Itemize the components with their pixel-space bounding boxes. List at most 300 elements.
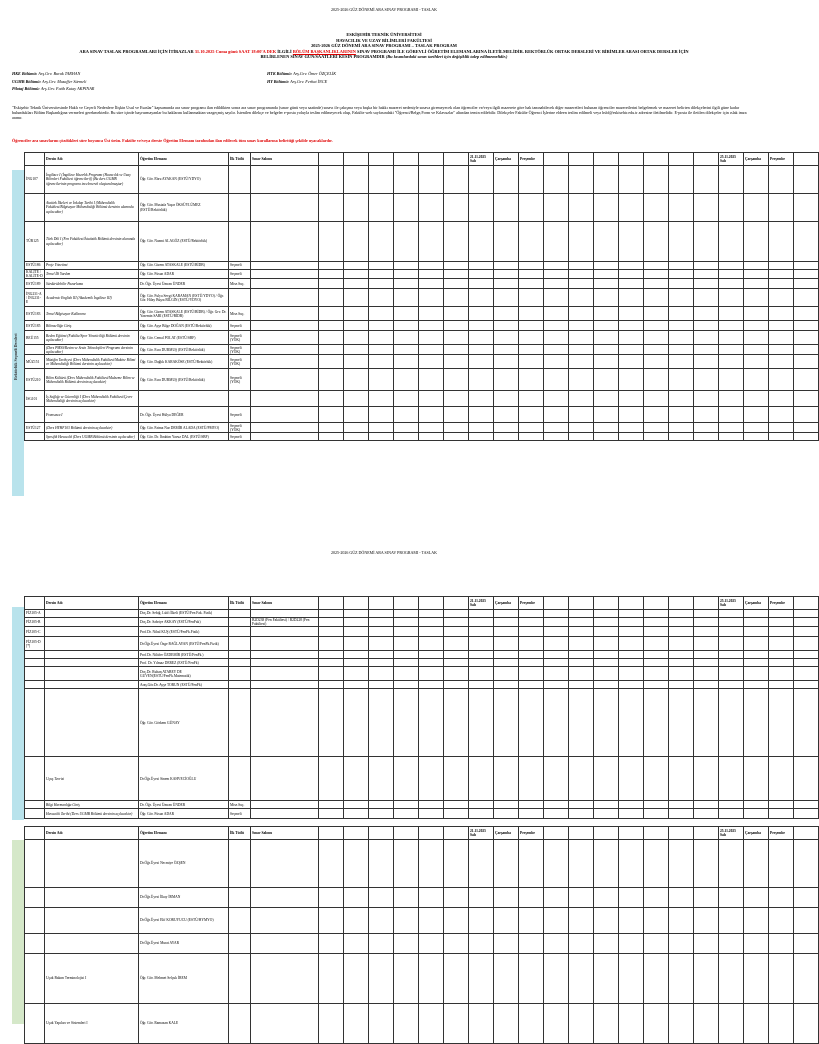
table-cell: [544, 1004, 569, 1044]
table-row: [25, 840, 819, 888]
table-cell: [719, 840, 744, 888]
table-cell: [644, 840, 669, 888]
table-cell: [644, 423, 669, 433]
table-cell: [369, 166, 394, 194]
table-cell: [419, 801, 444, 809]
table-cell: [794, 610, 819, 618]
table-cell: [469, 345, 494, 355]
table-row: [25, 651, 819, 659]
table-cell: [419, 667, 444, 681]
table-cell: [544, 801, 569, 809]
table-cell: Mise.Suç.: [229, 279, 251, 289]
table-cell: Beden Eğitimi (Fakülte/Spor Yöneticiliği Bölümü dersinin açılacaktır): [45, 331, 139, 345]
table-cell: [594, 801, 619, 809]
table-cell: [794, 637, 819, 651]
table-cell: [344, 681, 369, 689]
table-cell: [229, 627, 251, 637]
table-cell: [319, 166, 344, 194]
table-cell: [794, 222, 819, 262]
table-cell: [719, 681, 744, 689]
table-cell: [519, 321, 544, 331]
table-cell: [569, 934, 594, 954]
table-cell: [619, 369, 644, 391]
table-cell: [769, 908, 794, 934]
table-cell: [469, 423, 494, 433]
table-cell: [344, 391, 369, 407]
table-cell: TÜR125: [25, 222, 45, 262]
table-cell: [644, 908, 669, 934]
table-cell: [794, 345, 819, 355]
table-cell: Seçmeli (YÖK): [229, 355, 251, 369]
table-cell: [394, 321, 419, 331]
table-cell: [644, 667, 669, 681]
table-cell: [644, 355, 669, 369]
table-cell: [694, 289, 719, 307]
table-cell: [619, 637, 644, 651]
table-cell: [344, 369, 369, 391]
table-cell: [769, 681, 794, 689]
table-cell: [669, 194, 694, 222]
table-cell: [544, 345, 569, 355]
notice-line: ARA SINAV TASLAK PROGRAMLARI İÇİN İTİRAZLAR 31.10.2025 Cuma günü SAAT 18:00'A DEK İLGİLİ BÖLÜM BAŞKANLIKLARININ SINAV PROGRAMI İLE GÖREVLİ ÖĞRETİM ELEMANLARINA İLETİLMELİDİR. REKTÖRLÜK ORTAK DERSLERİ VE BİRİMLER ARASI ORTAK DERSLER İÇİN: [79, 48, 689, 54]
table-cell: [594, 757, 619, 801]
table-row: [25, 801, 819, 809]
table-cell: [744, 888, 769, 908]
table-cell: [25, 1004, 45, 1044]
table-cell: ESTÜ210: [25, 369, 45, 391]
table-cell: [719, 355, 744, 369]
table-cell: [569, 307, 594, 321]
table-cell: [469, 355, 494, 369]
table-cell: [444, 934, 469, 954]
table-cell: [494, 345, 519, 355]
table-cell: [394, 289, 419, 307]
table-cell: [694, 391, 719, 407]
table-cell: [769, 270, 794, 279]
table-cell: [519, 659, 544, 667]
table-cell: [744, 433, 769, 441]
table-cell: [394, 908, 419, 934]
table-cell: [394, 262, 419, 270]
table-cell: [669, 433, 694, 441]
table-cell: [344, 618, 369, 627]
table-cell: [544, 369, 569, 391]
table-cell: [469, 433, 494, 441]
table-cell: 21.11.2025 Salı: [469, 153, 494, 166]
table-cell: Dr. Öğr. Üyesi Ümran ÜNDER: [139, 279, 229, 289]
table-cell: [251, 262, 319, 270]
table-cell: Uçak Bakım Terminolojisi I: [45, 954, 139, 1004]
table-row: [25, 222, 819, 262]
table-cell: [469, 194, 494, 222]
table-cell: [669, 659, 694, 667]
table-cell: [794, 827, 819, 840]
table-row: [25, 1004, 819, 1044]
table-cell: [694, 954, 719, 1004]
table-cell: [544, 423, 569, 433]
table-cell: [494, 637, 519, 651]
table-row: [25, 610, 819, 618]
table-cell: [694, 307, 719, 321]
table-cell: [569, 345, 594, 355]
table-cell: [344, 637, 369, 651]
table-cell: [229, 166, 251, 194]
table-cell: [25, 597, 45, 610]
table-cell: [594, 369, 619, 391]
table-cell: [45, 659, 139, 667]
table-cell: Perşembe: [519, 827, 544, 840]
table-cell: [544, 627, 569, 637]
table-cell: [494, 407, 519, 423]
table-cell: [519, 637, 544, 651]
table-cell: [694, 369, 719, 391]
table-cell: [669, 840, 694, 888]
table-cell: Seçmeli (YÖK): [229, 331, 251, 345]
table-cell: [644, 153, 669, 166]
table-cell: [569, 222, 594, 262]
table-cell: [694, 651, 719, 659]
table-cell: [344, 222, 369, 262]
table-cell: [744, 407, 769, 423]
table-cell: [394, 597, 419, 610]
table-cell: [419, 279, 444, 289]
table-cell: [544, 194, 569, 222]
table-cell: [444, 1004, 469, 1044]
table-cell: [369, 651, 394, 659]
table-cell: [394, 618, 419, 627]
table-cell: [744, 659, 769, 667]
table-cell: [644, 627, 669, 637]
table-row: [25, 934, 819, 954]
table-cell: [444, 610, 469, 618]
table-cell: [251, 369, 319, 391]
table-cell: [619, 222, 644, 262]
table-cell: [369, 194, 394, 222]
table-cell: [251, 888, 319, 908]
table-cell: [594, 166, 619, 194]
table-cell: [694, 667, 719, 681]
table-cell: [369, 270, 394, 279]
table-cell: [769, 840, 794, 888]
table-cell: [719, 757, 744, 801]
table-cell: [569, 597, 594, 610]
table-cell: Sürdürülebilir Pazarlama: [45, 279, 139, 289]
table-cell: [619, 610, 644, 618]
table-cell: [644, 888, 669, 908]
table-cell: Öğr. Gör. Fatma Nur DEMİR ALADA (ESTÜ/PMYO): [139, 423, 229, 433]
table-row: [25, 289, 819, 307]
table-cell: Çarşamba: [744, 597, 769, 610]
table-cell: [544, 651, 569, 659]
table-cell: [719, 659, 744, 667]
table-cell: [469, 369, 494, 391]
table-cell: [644, 369, 669, 391]
table-cell: [619, 934, 644, 954]
table-cell: [594, 618, 619, 627]
table-cell: B2D238 (Fen Fakültesi) / B2D228 (Fen Fakültesi): [251, 618, 319, 627]
table-cell: [619, 270, 644, 279]
table-cell: [494, 270, 519, 279]
table-cell: [744, 681, 769, 689]
table-cell: [544, 262, 569, 270]
table-cell: [519, 262, 544, 270]
table-cell: [419, 433, 444, 441]
table-cell: [519, 166, 544, 194]
table-cell: [25, 407, 45, 423]
table-cell: [469, 908, 494, 934]
table-cell: 25.11.2025 Salı: [719, 827, 744, 840]
table-cell: FİZ105-D [*]: [25, 637, 45, 651]
table-cell: [544, 667, 569, 681]
table-cell: [369, 809, 394, 819]
table-cell: [519, 433, 544, 441]
table-cell: [644, 757, 669, 801]
table-cell: [344, 433, 369, 441]
table-cell: [669, 627, 694, 637]
table-cell: [619, 289, 644, 307]
table-row: [25, 809, 819, 819]
table-cell: [719, 262, 744, 270]
table-cell: [344, 659, 369, 667]
table-cell: [769, 934, 794, 954]
table-cell: [644, 279, 669, 289]
table-cell: [319, 369, 344, 391]
table-cell: [519, 289, 544, 307]
table-cell: [569, 610, 594, 618]
table-cell: [419, 270, 444, 279]
table-cell: [344, 801, 369, 809]
table-cell: [769, 194, 794, 222]
table-cell: [319, 954, 344, 1004]
table-cell: [744, 908, 769, 934]
table-cell: [469, 954, 494, 1004]
table-cell: [569, 194, 594, 222]
table-cell: [544, 840, 569, 888]
table-row: [25, 355, 819, 369]
table-cell: [494, 391, 519, 407]
table-cell: [444, 908, 469, 934]
table-cell: [519, 908, 544, 934]
table-cell: [744, 840, 769, 888]
table-cell: [494, 307, 519, 321]
table-cell: (Ders PMSS/Resim ve Sesin Teknolojileri Programı dersinin açılacaktır): [45, 345, 139, 355]
table-cell: [769, 627, 794, 637]
table-cell: [344, 627, 369, 637]
table-cell: [744, 307, 769, 321]
table-cell: [444, 827, 469, 840]
table-cell: [744, 801, 769, 809]
table-cell: [719, 934, 744, 954]
table-cell: Dr.Öğr.Üyesi Elif KORUYUCU (ESTÜ/HYMYO): [139, 908, 229, 934]
table-cell: [494, 888, 519, 908]
table-cell: [644, 270, 669, 279]
table-cell: [544, 908, 569, 934]
table-cell: [694, 618, 719, 627]
table-cell: [419, 222, 444, 262]
table-row: [25, 908, 819, 934]
table-cell: [619, 659, 644, 667]
table-cell: [229, 888, 251, 908]
table-cell: [644, 689, 669, 757]
table-row: [25, 757, 819, 801]
table-cell: [444, 667, 469, 681]
table-cell: [444, 801, 469, 809]
table-cell: [444, 651, 469, 659]
table-cell: [719, 651, 744, 659]
table-cell: [469, 321, 494, 331]
table-cell: [25, 827, 45, 840]
table-cell: [544, 757, 569, 801]
table-cell: [394, 270, 419, 279]
table-cell: [251, 637, 319, 651]
table-cell: [45, 651, 139, 659]
table-cell: [669, 827, 694, 840]
table-cell: [719, 423, 744, 433]
table-cell: Çarşamba: [494, 597, 519, 610]
table-row: [25, 618, 819, 627]
table-cell: [769, 637, 794, 651]
table-cell: [669, 597, 694, 610]
table-cell: [769, 355, 794, 369]
table-cell: [544, 610, 569, 618]
table-cell: [544, 270, 569, 279]
table-cell: [544, 954, 569, 1004]
table-cell: Seçmeli: [229, 270, 251, 279]
table-row: [25, 667, 819, 681]
table-cell: [619, 307, 644, 321]
table-cell: [369, 345, 394, 355]
table-cell: [494, 618, 519, 627]
table-cell: [669, 289, 694, 307]
table-cell: [644, 801, 669, 809]
table-row: [25, 659, 819, 667]
table-cell: [45, 934, 139, 954]
table-cell: [594, 307, 619, 321]
table-cell: Mise.Suç.: [229, 307, 251, 321]
table-cell: [469, 667, 494, 681]
table-cell: [444, 689, 469, 757]
table-cell: [694, 840, 719, 888]
table-cell: ESTÜ185: [25, 321, 45, 331]
table-cell: [544, 279, 569, 289]
table-row: [25, 331, 819, 345]
table-cell: [25, 888, 45, 908]
table-cell: [794, 166, 819, 194]
table-cell: [251, 651, 319, 659]
table-cell: [494, 809, 519, 819]
table-cell: [494, 689, 519, 757]
table-cell: [619, 194, 644, 222]
table-cell: [619, 757, 644, 801]
table-cell: [769, 423, 794, 433]
table-cell: Dr.Öğr.Üyesi Sinem KAHVECİOĞLU: [139, 757, 229, 801]
table-cell: [344, 757, 369, 801]
table-cell: [494, 433, 519, 441]
table-cell: [769, 321, 794, 331]
table-cell: [519, 888, 544, 908]
table-cell: [569, 270, 594, 279]
table-cell: [344, 954, 369, 1004]
table-cell: [344, 809, 369, 819]
table-cell: Seçmeli: [229, 433, 251, 441]
table-row: [25, 307, 819, 321]
table-cell: [45, 689, 139, 757]
table-cell: [719, 610, 744, 618]
table-cell: [369, 1004, 394, 1044]
table-row: [25, 888, 819, 908]
table-cell: [251, 391, 319, 407]
table-cell: [494, 840, 519, 888]
table-cell: Academic English III (Akademik İngilizce III): [45, 289, 139, 307]
table-cell: Dersin Adı: [45, 597, 139, 610]
table-cell: 21.11.2025 Salı: [469, 597, 494, 610]
table-cell: [769, 391, 794, 407]
table-row: [25, 637, 819, 651]
table-cell: [519, 391, 544, 407]
table-cell: [544, 433, 569, 441]
table-cell: [594, 345, 619, 355]
table-cell: [544, 637, 569, 651]
table-cell: [469, 637, 494, 651]
table-cell: [769, 954, 794, 1004]
table-cell: [394, 809, 419, 819]
table-cell: [794, 689, 819, 757]
table-cell: [25, 433, 45, 441]
table-cell: Seçmeli (YÖK): [229, 369, 251, 391]
table-cell: [229, 618, 251, 627]
table-cell: [694, 689, 719, 757]
table-cell: [769, 618, 794, 627]
table-cell: [369, 222, 394, 262]
table-cell: Öğr. Gör. Fulya Sevgi KARAMAN (ESTÜ/YDYO) / Öğr. Gör. Hilay Büşra BİLGİN (ESTÜ/YDYO): [139, 289, 229, 307]
table-cell: [544, 618, 569, 627]
table-cell: [594, 1004, 619, 1044]
table-cell: [644, 681, 669, 689]
table-cell: [644, 827, 669, 840]
table-cell: [644, 954, 669, 1004]
table-cell: [369, 637, 394, 651]
table-cell: [744, 289, 769, 307]
table-cell: [544, 809, 569, 819]
table-cell: [769, 407, 794, 423]
table-cell: Doç.Dr. Ruhan ATABEY DE GUVEN(ESTÜ/FenFk.Matematik): [139, 667, 229, 681]
table-cell: [394, 166, 419, 194]
table-cell: [319, 391, 344, 407]
table-cell: [319, 667, 344, 681]
table-cell: [644, 307, 669, 321]
table-cell: [319, 307, 344, 321]
table-cell: [419, 307, 444, 321]
table-cell: [494, 289, 519, 307]
table-cell: [769, 222, 794, 262]
table-cell: [319, 1004, 344, 1044]
table-row: [25, 433, 819, 441]
table-row: [25, 194, 819, 222]
table-cell: [769, 307, 794, 321]
table-cell: [769, 345, 794, 355]
table-row: [25, 262, 819, 270]
table-cell: Dr. Öğr. Üyesi Hülya DEĞER: [139, 407, 229, 423]
table-cell: [519, 651, 544, 659]
table-cell: [694, 153, 719, 166]
table-cell: [594, 888, 619, 908]
table-cell: [469, 166, 494, 194]
table-cell: [419, 757, 444, 801]
table-cell: Dr.Öğr.Üyesi İlkay İRMAN: [139, 888, 229, 908]
table-cell: [519, 222, 544, 262]
table-cell: [719, 888, 744, 908]
table-cell: [251, 289, 319, 307]
